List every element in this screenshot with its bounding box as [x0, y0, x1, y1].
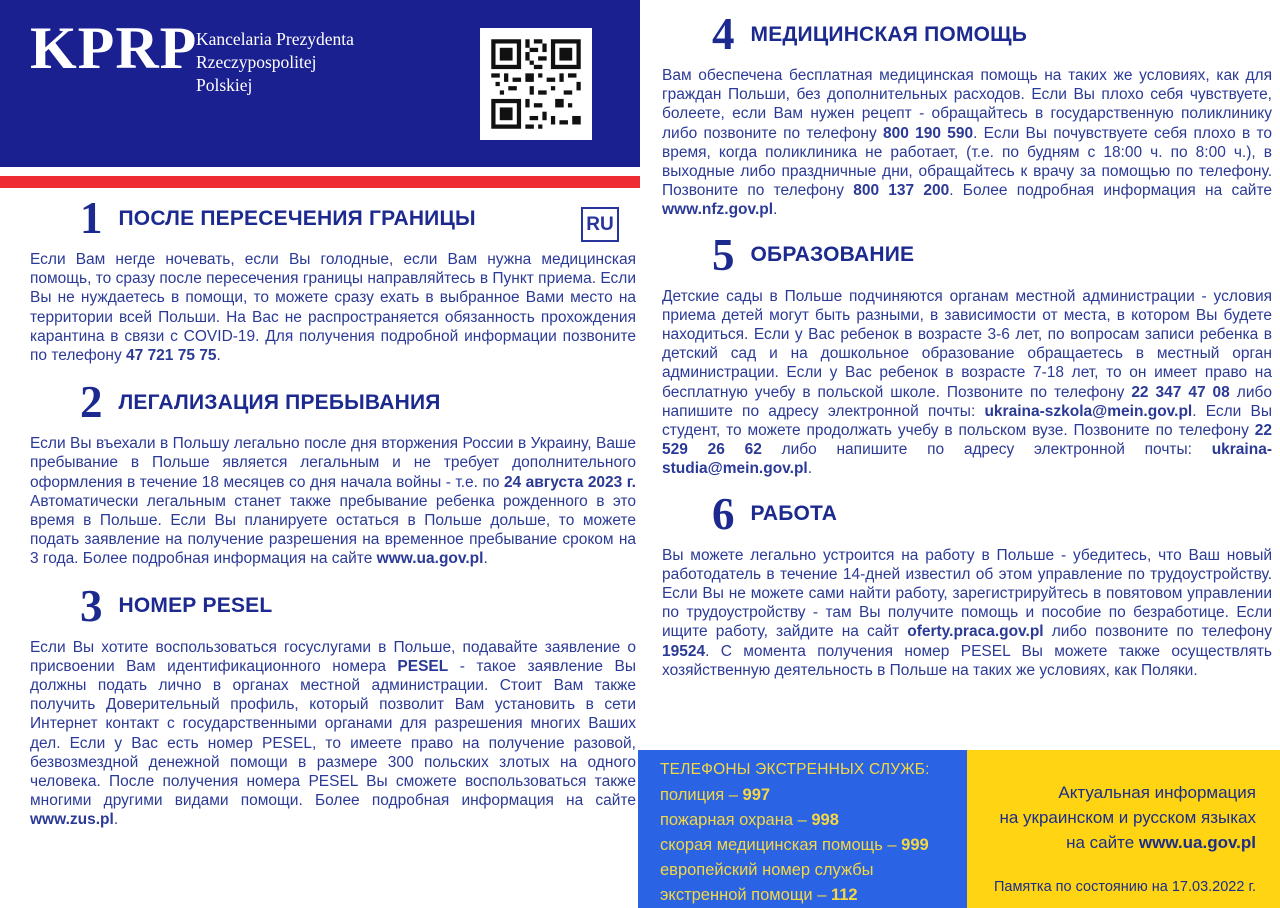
info-website-box	[967, 750, 1280, 908]
section-number: 6	[712, 488, 735, 539]
section-heading	[30, 580, 636, 631]
section-number: 4	[712, 9, 735, 59]
org-name	[196, 28, 354, 97]
section-number: 1	[80, 193, 103, 243]
emergency-line-ambulance: скорая медицинская помощь – 999	[660, 836, 929, 854]
section-number: 2	[80, 377, 103, 428]
section-heading	[30, 193, 636, 243]
kprp-logo: KPRP	[30, 15, 198, 81]
red-stripe	[0, 176, 640, 188]
header-banner	[0, 0, 640, 167]
section-border-crossing	[30, 193, 636, 365]
section-work	[662, 488, 1272, 680]
right-column	[662, 9, 1273, 693]
info-line: на украинском и русском языках	[999, 808, 1256, 827]
section-title: РАБОТА	[750, 502, 838, 526]
section-education	[662, 229, 1273, 479]
section-number: 5	[712, 229, 735, 280]
section-title: МЕДИЦИНСКАЯ ПОМОЩЬ	[750, 22, 1028, 46]
section-body: Если Вам негде ночевать, если Вы голодные, если Вам нужна медицинская помощь, то сразу после пересечения границы направляйтесь в Пункт приема. Если Вы не нуждаетесь в помощи, то можете сразу ехать в выбранное Вами место на территории всей Польши. На Вас не распространяется обязанность прохождения карантина в связи с COVID-19. Для получения подробной информации позвоните по телефону 47 721 75 75.	[30, 251, 636, 365]
qr-code-icon	[480, 28, 592, 140]
language-badge: RU	[581, 207, 619, 242]
section-heading	[662, 488, 1272, 539]
org-name-line: Rzeczypospolitej	[196, 52, 317, 73]
emergency-line-eu-number-1: европейский номер службы	[660, 861, 874, 879]
emergency-line-police: полиция – 997	[660, 786, 771, 804]
section-legalization	[30, 377, 636, 568]
emergency-numbers-box	[638, 750, 967, 908]
emergency-line-eu-number-2: экстренной помощи – 112	[660, 886, 858, 904]
emergency-box-title: ТЕЛЕФОНЫ ЭКСТРЕННЫХ СЛУЖБ:	[660, 761, 930, 778]
emergency-line-fire: пожарная охрана – 998	[660, 811, 839, 829]
info-line-website: на сайте www.ua.gov.pl	[1066, 833, 1256, 852]
section-medical-help	[662, 9, 1273, 220]
section-heading	[30, 377, 636, 428]
info-line: Актуальная информация	[1058, 783, 1256, 802]
section-body: Вы можете легально устроится на работу в Польше - убедитесь, что Ваш новый работодатель в течение 14-дней известил об этом управление по трудоустройству. Если Вы не можете сами найти работу, зарегистрируйтесь в повятовом управлении по трудоустройству - там Вы получите помощь и пособие по безработице. Если ищите работу, зайдите на сайт oferty.praca.gov.pl либо позвоните по телефону 19524. С момента получения номер PESEL Вы можете также осуществлять хозяйственную деятельность в Польше на таких же условиях, как Поляки.	[662, 546, 1272, 679]
section-body: Если Вы хотите воспользоваться госуслугами в Польше, подавайте заявление о присвоении Вам идентификационного номера PESEL - такое заявление Вы должны подать лично в органах местной администрации. Стоит Вам также получить Доверительный профиль, который позволит Вам установить в сети Интернет контакт с государственными органами для разрешения многих Ваших дел. Если у Вас есть номер PESEL, то имеете право на получение разовой, безвозмездной денежной помощи в размере 300 польских злотых на одного человека. После получения номера PESEL Вы сможете воспользоваться также многими другими видами помощи. Более подробная информация на сайте www.zus.pl.	[30, 638, 636, 829]
org-name-line: Polskiej	[196, 75, 253, 96]
section-body: Если Вы въехали в Польшу легально после дня вторжения России в Украину, Ваше пребывание в Польше является легальным и не требует дополнительного оформления в течение 18 месяцев со дня начала войны - т.е. по 24 августа 2023 г. Автоматически легальным станет также пребывание ребенка рожденного в это время в Польше. Если Вы планируете остаться в Польше дольше, то можете подать заявление на получение разрешения на временное пребывание сроком на 3 года. Более подробная информация на сайте www.ua.gov.pl.	[30, 435, 636, 568]
section-title: ОБРАЗОВАНИЕ	[750, 243, 915, 267]
left-column	[30, 193, 636, 845]
section-body: Детские сады в Польше подчиняются органам местной администрации - условия приема детей могут быть разными, в зависимости от места, в котором Вы будете находиться. Если у Вас ребенок в возрасте 3-6 лет, по вопросам записи ребенка в детский сад и на дошкольное образование обращаетесь в местный орган администрации. Если у Вас ребенок в возрасте 7-18 лет, то он имеет право на бесплатную учебу в польской школе. Позвоните по телефону 22 347 47 08 либо напишите по адресу электронной почты: ukraina-szkola@mein.gov.pl. Если Вы студент, то можете продолжать учебу в польском вузе. Позвоните по телефону 22 529 26 62 либо напишите по адресу электронной почты: ukraina-studia@mein.gov.pl.	[662, 287, 1273, 478]
section-title: НОМЕР PESEL	[118, 594, 273, 618]
section-title: ПОСЛЕ ПЕРЕСЕЧЕНИЯ ГРАНИЦЫ	[118, 206, 476, 230]
org-name-line: Kancelaria Prezydenta	[196, 29, 354, 49]
section-title: ЛЕГАЛИЗАЦИЯ ПРЕБЫВАНИЯ	[118, 390, 441, 414]
section-heading	[662, 229, 1272, 280]
section-heading	[662, 9, 1272, 59]
section-body: Вам обеспечена бесплатная медицинская помощь на таких же условиях, как для граждан Польши, без дополнительных расходов. Если Вы плохо себя чувствуете, болеете, если Вам нужен рецепт - обращайтесь в государственную поликлинику либо позвоните по телефону 800 190 590. Если Вы почувствуете себя плохо в то время, когда поликлиника не работает, (т.е. по будням с 18:00 ч. по 8:00 ч.), в выходные либо праздничные дни, обращайтесь к врачу за помощью по телефону. Позвоните по телефону 800 137 200. Более подробная информация на сайте www.nfz.gov.pl.	[662, 67, 1273, 219]
section-number: 3	[80, 580, 103, 631]
section-pesel	[30, 580, 636, 830]
info-box-footer: Памятка по состоянию на 17.03.2022 г.	[993, 879, 1256, 895]
